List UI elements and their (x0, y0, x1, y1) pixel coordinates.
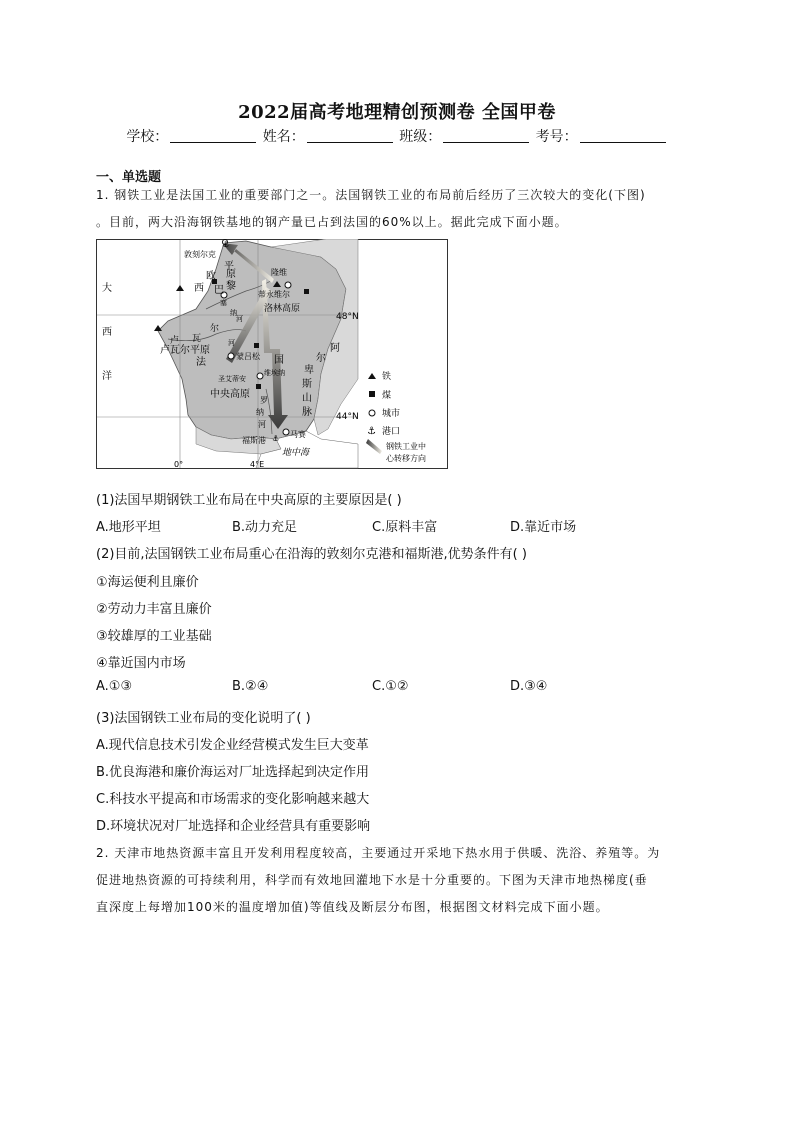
q2-stem (96, 840, 696, 921)
name-blank[interactable] (307, 128, 393, 143)
svg-text:河: 河 (236, 315, 243, 323)
svg-text:脉: 脉 (302, 407, 312, 418)
label-dunkirk: 敦刻尔克 (184, 250, 216, 259)
svg-text:蒂永维尔: 蒂永维尔 (258, 290, 290, 299)
q2-stem-line3: 直深度上每增加100米的温度增加值)等值线及断层分布图，根据图文材料完成下面小题。 (96, 900, 609, 914)
svg-text:西: 西 (102, 327, 112, 338)
option-b[interactable]: B.②④ (232, 679, 269, 694)
svg-text:卑: 卑 (304, 365, 314, 376)
svg-text:瓦: 瓦 (192, 334, 202, 344)
svg-text:斯: 斯 (302, 379, 312, 390)
svg-text:维埃纳: 维埃纳 (264, 369, 285, 377)
lat-44: 44°N (336, 412, 359, 422)
svg-text:原: 原 (226, 269, 236, 280)
section-heading: 一、单选题 (96, 170, 162, 185)
q1-sub2-statement4: ④靠近国内市场 (96, 656, 186, 671)
svg-text:国: 国 (274, 355, 284, 366)
lon-4: 4°E (250, 460, 265, 469)
q1-stem-line1: 1. 钢铁工业是法国工业的重要部门之一。法国钢铁工业的布局前后经历了三次较大的变化(下图) (96, 188, 646, 202)
svg-text:洛林高原: 洛林高原 (264, 304, 301, 314)
svg-text:中央高原: 中央高原 (210, 389, 250, 400)
option-a[interactable]: A.现代信息技术引发企业经营模式发生巨大变革 (96, 738, 369, 753)
q1-sub2-statement1: ①海运便利且廉价 (96, 575, 199, 590)
svg-text:平: 平 (224, 261, 234, 272)
option-d[interactable]: D.③④ (510, 679, 548, 694)
svg-text:福斯港: 福斯港 (242, 436, 266, 445)
svg-text:卢: 卢 (170, 336, 180, 346)
svg-text:河: 河 (228, 339, 235, 347)
option-b[interactable]: B.动力充足 (232, 520, 298, 535)
svg-text:洋: 洋 (102, 371, 112, 382)
svg-text:山: 山 (302, 393, 312, 404)
france-steel-map (96, 239, 448, 469)
svg-text:欧: 欧 (206, 271, 216, 282)
number-label: 考号： (535, 129, 578, 145)
q2-stem-line2: 促进地热资源的可持续利用，科学而有效地回灌地下水是十分重要的。下图为天津市地热梯度(垂 (96, 873, 648, 887)
lon-0: 0° (174, 460, 184, 469)
option-b[interactable]: B.优良海港和廉价海运对厂址选择起到决定作用 (96, 765, 370, 780)
lat-48: 48°N (336, 312, 359, 322)
exam-title: 2022届高考地理精创预测卷 全国甲卷 (238, 102, 556, 123)
school-blank[interactable] (170, 128, 256, 143)
q1-sub2-statement3: ③较雄厚的工业基础 (96, 629, 212, 644)
svg-text:煤: 煤 (382, 391, 392, 401)
q1-sub2-statement2: ②劳动力丰富且廉价 (96, 602, 212, 617)
svg-text:圣艾蒂安: 圣艾蒂安 (218, 375, 246, 383)
svg-text:铁: 铁 (382, 372, 392, 382)
svg-text:港口: 港口 (382, 427, 401, 437)
school-label: 学校： (126, 129, 169, 145)
svg-text:罗: 罗 (260, 396, 268, 405)
svg-text:大: 大 (102, 283, 112, 294)
number-blank[interactable] (580, 128, 666, 143)
option-d[interactable]: D.靠近市场 (510, 520, 577, 535)
q1-stem-line2: 。目前，两大沿海钢铁基地的钢产量已占到法国的60%以上。据此完成下面小题。 (96, 215, 568, 229)
svg-text:河: 河 (258, 420, 266, 429)
svg-text:纳: 纳 (256, 408, 264, 417)
class-blank[interactable] (443, 128, 529, 143)
option-c[interactable]: C.①② (372, 679, 409, 694)
svg-text:隆维: 隆维 (271, 268, 287, 277)
svg-text:⚓: ⚓ (272, 434, 280, 443)
svg-text:马赛: 马赛 (290, 430, 306, 439)
q1-sub1-stem: (1)法国早期钢铁工业布局在中央高原的主要原因是( ) (96, 493, 402, 508)
q1-sub3-stem: (3)法国钢铁工业布局的变化说明了( ) (96, 711, 311, 726)
svg-text:钢铁工业中: 钢铁工业中 (386, 442, 426, 451)
class-label: 班级： (399, 129, 442, 145)
svg-text:⚓: ⚓ (222, 240, 230, 249)
option-a[interactable]: A.①③ (96, 679, 133, 694)
svg-text:塞: 塞 (220, 299, 227, 307)
svg-text:蒙吕松: 蒙吕松 (236, 352, 260, 361)
q2-stem-line1: 2. 天津市地热资源丰富且开发利用程度较高，主要通过开采地下热水用于供暖、洗浴、养殖等。为 (96, 846, 661, 860)
svg-text:黎: 黎 (226, 281, 236, 292)
name-label: 姓名： (262, 129, 305, 145)
svg-text:巴: 巴 (214, 285, 224, 296)
svg-text:城市: 城市 (382, 409, 401, 419)
svg-text:阿: 阿 (330, 343, 340, 354)
option-c[interactable]: C.科技水平提高和市场需求的变化影响越来越大 (96, 792, 370, 807)
svg-text:地中海: 地中海 (282, 448, 310, 458)
option-a[interactable]: A.地形平坦 (96, 520, 161, 535)
option-d[interactable]: D.环境状况对厂址选择和企业经营具有重要影响 (96, 819, 371, 834)
svg-text:尔: 尔 (316, 353, 326, 364)
svg-text:法: 法 (196, 357, 206, 368)
q1-sub2-stem: (2)目前,法国钢铁工业布局重心在沿海的敦刻尔克港和福斯港,优势条件有( ) (96, 547, 527, 562)
q1-stem (96, 182, 696, 236)
svg-text:纳: 纳 (230, 309, 237, 317)
svg-text:尔: 尔 (210, 324, 220, 334)
svg-text:西: 西 (194, 283, 204, 294)
svg-text:心转移方向: 心转移方向 (386, 454, 426, 463)
student-info-row (0, 126, 794, 146)
svg-text:⚓: ⚓ (367, 426, 376, 437)
option-c[interactable]: C.原料丰富 (372, 520, 438, 535)
svg-text:卢瓦尔平原: 卢瓦尔平原 (160, 345, 210, 356)
